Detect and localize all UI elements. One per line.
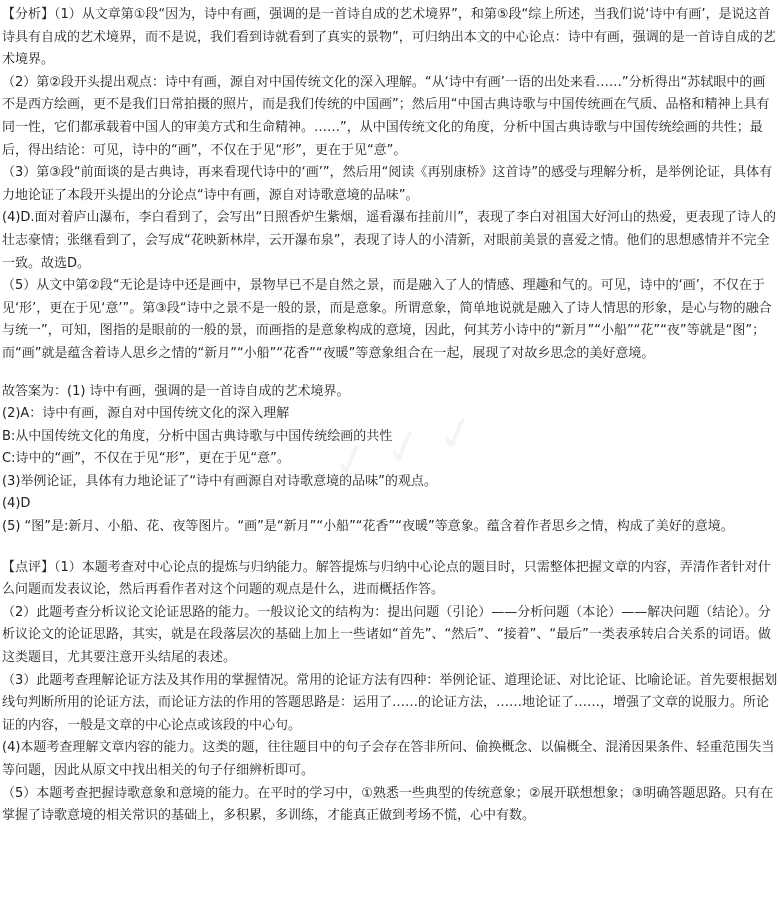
answer-line-4: C:诗中的“画”，不仅在于见“形”，更在于见“意”。 [2,451,290,467]
analysis-point-5: （5）从文中第②段“无论是诗中还是画中，景物早已不是自然之景，而是融入了人的情感、理趣和气的。可见，诗中的‘画’，不仅在于见‘形’，更在于见‘意’”。第③段“诗中之景不是一般的景，而是意象。所谓意象，简单地说就是融入了诗人情思的形象，是心与物的融合与统一”，可知，图指的是眼前的一般的景，而画指的是意象构成的意境，因此，何其芳小诗中的“新月”“小船”“花”“夜”等就是“图”；而“画”就是蕴含着诗人思乡之情的“新月”“小船”“花香”“夜暖”等意象组合在一起，展现了对故乡思念的美好意境。 [2,278,772,361]
analysis-point-2: （2）第②段开头提出观点：诗中有画，源自对中国传统文化的深入理解。“从‘诗中有画’一语的出处来看……”分析得出“苏轼眼中的画不是西方绘画，更不是我们日常拍摄的照片，而是我们传统的中国画”；然后用“中国古典诗歌与中国传统画在气质、品格和精神上具有同一性，它们都承载着中国人的审美方式和生命精神。……”，从中国传统文化的角度，分析中国古典诗歌与中国传统绘画的共性；最后，得出结论：可见，诗中的“画”，不仅在于见“形”，更在于见“意”。 [2,74,770,158]
answer-line-6: (4)D [2,496,31,512]
answer-section [2,381,778,539]
analysis-point-4: (4)D.面对着庐山瀑布，李白看到了，会写出“日照香炉生紫烟，遥看瀑布挂前川”，表现了李白对祖国大好河山的热爱，更表现了诗人的壮志豪情；张继看到了，会写成“花映新林岸，云开瀑布泉”，表现了诗人的小清新，对眼前美景的喜爱之情。他们的思想感情并不完全一致。故选D。 [2,210,777,271]
comment-point-1: 【点评】（1）本题考查对中心论点的提炼与归纳能力。解答提炼与归纳中心论点的题目时，只需整体把握文章的内容，弄清作者针对什么问题而发表议论，然后再看作者对这个问题的观点是什么，进而概括作答。 [2,559,771,598]
answer-line-7: (5) “图”是:新月、小船、花、夜等图片。“画”是“新月”“小船”“花香”“夜暖”等意象。蕴含着作者思乡之情，构成了美好的意境。 [2,519,734,535]
analysis-point-3: （3）第③段“前面谈的是古典诗，再来看现代诗中的‘画’”，然后用“阅读《再别康桥》这首诗”的感受与理解分析，是举例论证，具体有力地论证了本段开头提出的分论点“诗中有画，源自对诗歌意境的品味”。 [2,165,773,203]
answer-line-1: 故答案为：(1) 诗中有画，强调的是一首诗自成的艺术境界。 [2,383,350,399]
answer-line-5: (3)举例论证，具体有力地论证了“诗中有画源自对诗歌意境的品味”的观点。 [2,473,437,489]
comment-point-4: (4)本题考查理解文章内容的能力。这类的题，往往题目中的句子会存在答非所问、偷换概念、以偏概全、混淆因果条件、轻重范围失当等问题，因此从原文中找出相关的句子仔细辨析即可。 [2,740,775,778]
comment-point-5: （5）本题考查把握诗歌意象和意境的能力。在平时的学习中，①熟悉一些典型的传统意象；②展开联想想象；③明确答题思路。只有在掌握了诗歌意境的相关常识的基础上，多积累，多训练，才能真正做到考场不慌，心中有数。 [2,785,774,824]
comment-point-3: （3）此题考查理解论证方法及其作用的掌握情况。常用的论证方法有四种：举例论证、道理论证、对比论证、比喻论证。首先要根据划线句判断所用的论证方法，而论证方法的作用的答题思路是：运用了……的论证方法，……地论证了……，增强了文章的说服力。所论证的内容，一般是文章的中心论点或该段的中心句。 [2,672,778,733]
spacer [2,539,778,557]
answer-line-2: (2)A：诗中有画，源自对中国传统文化的深入理解 [2,406,290,422]
comment-section [2,557,778,828]
spacer [2,366,778,381]
comment-point-2: （2）此题考查分析议论文论证思路的能力。一般议论文的结构为：提出问题（引论）——分析问题（本论）——解决问题（结论）。分析议论文的论证思路，其实，就是在段落层次的基础上加上一些诸如“首先”、“然后”、“接着”、“最后”一类表承转启合关系的词语。做这类题目，尤其要注意开头结尾的表述。 [2,604,771,666]
analysis-section [2,4,778,366]
answer-line-3: B:从中国传统文化的角度，分析中国古典诗歌与中国传统绘画的共性 [2,428,393,444]
analysis-point-1: 【分析】（1）从文章第①段“因为，诗中有画，强调的是一首诗自成的艺术境界”，和第⑤段“综上所述，当我们说‘诗中有画’，是说这首诗具有自成的艺术境界，而不是说，我们看到诗就看到了真实的景物”，可归纳出本文的中心论点：诗中有画，强调的是一首诗自成的艺术境界。 [2,7,776,68]
